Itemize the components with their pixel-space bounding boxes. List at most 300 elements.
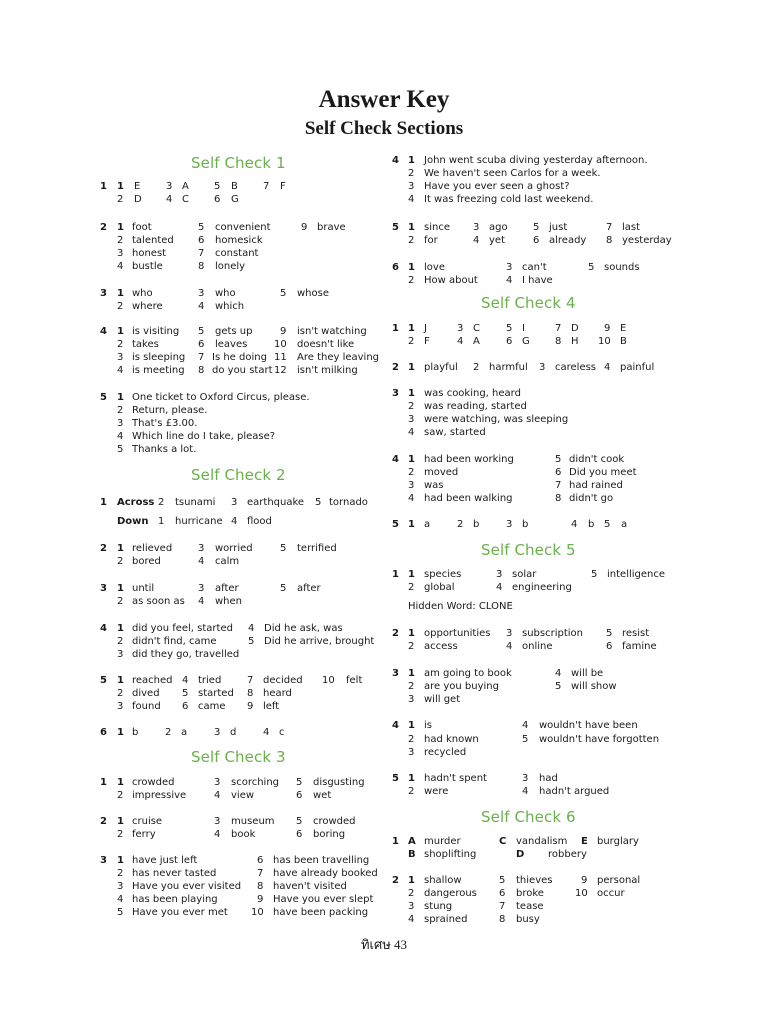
page-footer: ทิเศษ 43 (360, 937, 408, 952)
answer-text: didn't cook (569, 454, 625, 465)
answer-text: am going to book (424, 668, 512, 679)
answer-text: didn't go (569, 493, 614, 504)
answer-text: 4 (473, 235, 480, 246)
answer-text: 2 (117, 596, 124, 607)
answer-text: Have you ever slept (273, 894, 374, 905)
answer-text: 3 (522, 773, 529, 784)
answer-text: museum (231, 816, 275, 827)
answer-text: tease (516, 901, 544, 912)
answer-text: 1 (408, 875, 415, 886)
answer-text: 5 (533, 222, 540, 233)
answer-text: G (522, 336, 530, 347)
answer-text: access (424, 641, 458, 652)
answer-text: B (408, 849, 416, 860)
answer-text: 1 (408, 569, 415, 580)
answer-text: We haven't seen Carlos for a week. (424, 168, 601, 179)
answer-text: yesterday (622, 235, 672, 246)
answer-text: 2 (473, 362, 480, 373)
answer-text: sounds (604, 262, 640, 273)
answer-text: 6 (214, 194, 221, 205)
answer-text: 1 (408, 720, 415, 731)
answer-text: 1 (408, 222, 415, 233)
answer-text: after (215, 583, 239, 594)
answer-text: 2 (408, 336, 415, 347)
answer-text: 1 (392, 323, 399, 334)
answer-text: dangerous (424, 888, 477, 899)
answer-text: vandalism (516, 836, 568, 847)
answer-text: since (424, 222, 450, 233)
answer-text: Return, please. (132, 405, 208, 416)
answer-text: 2 (117, 636, 124, 647)
answer-text: I have (522, 275, 553, 286)
answer-text: J (424, 323, 427, 334)
answer-text: Across (117, 497, 155, 508)
answer-text: hurricane (175, 516, 223, 527)
answer-text: 3 (392, 388, 399, 399)
answer-text: 1 (408, 454, 415, 465)
answer-text: leaves (215, 339, 248, 350)
answer-text: 6 (555, 467, 562, 478)
answer-text: 1 (408, 323, 415, 334)
answer-text: 9 (280, 326, 287, 337)
answer-text: just (549, 222, 568, 233)
answer-text: engineering (512, 582, 572, 593)
answer-text: 4 (457, 336, 464, 347)
answer-text: is sleeping (132, 352, 186, 363)
answer-text: 2 (392, 628, 399, 639)
answer-text: 4 (408, 493, 415, 504)
answer-text: 6 (606, 641, 613, 652)
answer-text: 5 (315, 497, 322, 508)
answer-text: C (473, 323, 480, 334)
answer-text: D (571, 323, 579, 334)
answer-text: 2 (117, 556, 124, 567)
answer-text: 7 (247, 675, 254, 686)
answer-text: E (620, 323, 627, 334)
answer-text: 7 (499, 901, 506, 912)
answer-text: 4 (522, 786, 529, 797)
answer-text: talented (132, 235, 174, 246)
answer-text: 2 (408, 888, 415, 899)
answer-text: gets up (215, 326, 253, 337)
answer-text: doesn't like (297, 339, 355, 350)
answer-text: 1 (117, 816, 124, 827)
answer-text: 1 (117, 777, 124, 788)
answer-text: 2 (100, 816, 107, 827)
answer-text: a (621, 519, 628, 530)
answer-text: 9 (581, 875, 588, 886)
answer-text: 2 (117, 339, 124, 350)
answer-text: 3 (117, 649, 124, 660)
answer-text: Thanks a lot. (132, 444, 197, 455)
answer-text: 2 (117, 829, 124, 840)
answer-text: 2 (408, 734, 415, 745)
answer-text: 2 (158, 497, 165, 508)
answer-text: 7 (257, 868, 264, 879)
answer-text: 5 (248, 636, 255, 647)
answer-text: 1 (117, 222, 124, 233)
answer-text: solar (512, 569, 537, 580)
answer-text: came (198, 701, 226, 712)
answer-text: 4 (117, 894, 124, 905)
answer-text: recycled (424, 747, 467, 758)
answer-text: 4 (198, 301, 205, 312)
answer-text: b (132, 727, 139, 738)
answer-text: Is he doing (212, 352, 267, 363)
answer-text: b (473, 519, 480, 530)
answer-text: 1 (408, 155, 415, 166)
answer-text: takes (132, 339, 159, 350)
answer-text: 2 (117, 235, 124, 246)
answer-text: 4 (392, 155, 399, 166)
answer-text: 2 (408, 467, 415, 478)
answer-text: 10 (251, 907, 264, 918)
answer-text: Have you ever met (132, 907, 228, 918)
answer-text: 3 (117, 248, 124, 259)
answer-text: cruise (132, 816, 163, 827)
answer-text: 3 (214, 816, 221, 827)
answer-text: last (622, 222, 641, 233)
answer-text: 3 (198, 288, 205, 299)
answer-text: 3 (117, 881, 124, 892)
answer-text: b (588, 519, 595, 530)
answer-text: opportunities (424, 628, 491, 639)
answer-text: Did he ask, was (264, 623, 343, 634)
answer-text: when (215, 596, 243, 607)
answer-text: foot (132, 222, 152, 233)
answer-text: 1 (408, 519, 415, 530)
answer-text: 2 (408, 401, 415, 412)
answer-text: 4 (166, 194, 173, 205)
answer-text: 4 (496, 582, 503, 593)
answer-text: painful (620, 362, 655, 373)
answer-text: scorching (231, 777, 280, 788)
answer-text: 4 (231, 516, 238, 527)
answer-text: D (134, 194, 142, 205)
answer-text: saw, started (424, 427, 486, 438)
answer-text: 8 (257, 881, 264, 892)
answer-text: 3 (457, 323, 464, 334)
heading-self-check-4: Self Check 4 (481, 294, 576, 312)
answer-text: bustle (132, 261, 163, 272)
answer-text: already (549, 235, 587, 246)
answer-text: 1 (117, 288, 124, 299)
answer-text: 7 (198, 248, 205, 259)
answer-text: global (424, 582, 455, 593)
answer-text: 3 (473, 222, 480, 233)
answer-text: 5 (392, 773, 399, 784)
answer-text: moved (424, 467, 459, 478)
answer-text: 10 (322, 675, 335, 686)
answer-text: had been walking (424, 493, 513, 504)
answer-text: wet (313, 790, 332, 801)
answer-text: 4 (392, 720, 399, 731)
answer-text: F (424, 336, 430, 347)
answer-text: has never tasted (132, 868, 217, 879)
heading-self-check-6: Self Check 6 (481, 808, 576, 826)
answer-text: 5 (198, 222, 205, 233)
answer-text: 5 (555, 681, 562, 692)
answer-text: c (279, 727, 285, 738)
answer-text: 3 (408, 414, 415, 425)
answer-text: 5 (280, 288, 287, 299)
answer-text: were watching, was sleeping (424, 414, 569, 425)
answer-text: tornado (329, 497, 368, 508)
answer-text: have already booked (273, 868, 378, 879)
answer-text: 2 (117, 790, 124, 801)
answer-text: online (522, 641, 553, 652)
answer-text: until (132, 583, 155, 594)
answer-text: 7 (555, 480, 562, 491)
answer-text: 6 (499, 888, 506, 899)
answer-text: broke (516, 888, 544, 899)
answer-text: do you start (212, 365, 273, 376)
answer-text: 5 (214, 181, 221, 192)
answer-text: 3 (392, 668, 399, 679)
answer-text: lonely (215, 261, 246, 272)
answer-text: 1 (117, 623, 124, 634)
answer-text: 4 (392, 454, 399, 465)
answer-text: Have you ever visited (132, 881, 242, 892)
answer-text: 5 (506, 323, 513, 334)
answer-text: 5 (606, 628, 613, 639)
answer-text: playful (424, 362, 458, 373)
answer-text: careless (555, 362, 597, 373)
answer-text: 4 (555, 668, 562, 679)
answer-text: famine (622, 641, 657, 652)
answer-text: view (231, 790, 255, 801)
answer-text: F (280, 181, 286, 192)
answer-text: 3 (506, 519, 513, 530)
answer-text: 4 (604, 362, 611, 373)
answer-text: book (231, 829, 256, 840)
answer-text: ago (489, 222, 508, 233)
answer-text: B (620, 336, 627, 347)
answer-text: 1 (117, 727, 124, 738)
answer-text: 3 (117, 701, 124, 712)
answer-text: 6 (198, 235, 205, 246)
answer-text: 3 (539, 362, 546, 373)
answer-text: personal (597, 875, 641, 886)
answer-text: 1 (117, 855, 124, 866)
heading-self-check-2: Self Check 2 (191, 466, 286, 484)
answer-text: 2 (408, 275, 415, 286)
answer-text: Are they leaving (297, 352, 380, 363)
answer-text: 4 (198, 596, 205, 607)
answer-text: 2 (392, 362, 399, 373)
answer-text: 1 (408, 362, 415, 373)
answer-text: intelligence (607, 569, 666, 580)
answer-text: shoplifting (424, 849, 477, 860)
answer-text: decided (263, 675, 303, 686)
answer-text: hadn't spent (424, 773, 487, 784)
answer-text: shallow (424, 875, 462, 886)
answer-text: convenient (215, 222, 271, 233)
answer-text: 3 (506, 262, 513, 273)
page-title: Answer Key (318, 86, 450, 113)
answer-text: 2 (392, 875, 399, 886)
answer-text: 3 (100, 855, 107, 866)
answer-text: 7 (555, 323, 562, 334)
answer-text: has been playing (132, 894, 218, 905)
answer-text: can't (522, 262, 547, 273)
answer-text: 2 (408, 641, 415, 652)
answer-text: brave (317, 222, 346, 233)
answer-text: Down (117, 516, 149, 527)
answer-text: earthquake (247, 497, 305, 508)
answer-text: sprained (424, 914, 468, 925)
answer-text: 11 (274, 352, 287, 363)
answer-text: constant (215, 248, 259, 259)
answer-text: 6 (533, 235, 540, 246)
answer-text: 6 (296, 790, 303, 801)
answer-text: 2 (117, 405, 124, 416)
answer-text: 2 (408, 786, 415, 797)
answer-text: for (424, 235, 438, 246)
answer-text: did they go, travelled (132, 649, 240, 660)
answer-text: were (424, 786, 449, 797)
heading-self-check-1: Self Check 1 (191, 154, 286, 172)
answer-text: 1 (117, 392, 124, 403)
answer-text: thieves (516, 875, 553, 886)
answer-text: subscription (522, 628, 583, 639)
answer-text: is (424, 720, 432, 731)
answer-text: 4 (408, 194, 415, 205)
answer-text: a (181, 727, 188, 738)
answer-text: crowded (132, 777, 175, 788)
answer-text: E (581, 836, 588, 847)
answer-text: 1 (158, 516, 165, 527)
answer-text: I (522, 323, 525, 334)
answer-text: was (424, 480, 444, 491)
answer-text: b (522, 519, 529, 530)
answer-text: 6 (392, 262, 399, 273)
answer-text: was reading, started (424, 401, 527, 412)
answer-text: 5 (522, 734, 529, 745)
answer-text: 8 (555, 336, 562, 347)
answer-text: 4 (182, 675, 189, 686)
answer-text: 4 (408, 914, 415, 925)
answer-text: It was freezing cold last weekend. (424, 194, 594, 205)
answer-text: 3 (408, 747, 415, 758)
answer-text: disgusting (313, 777, 365, 788)
answer-text: 5 (117, 444, 124, 455)
answer-text: had been working (424, 454, 514, 465)
answer-text: 4 (100, 623, 107, 634)
answer-text: 6 (100, 727, 107, 738)
answer-text: Did you meet (569, 467, 637, 478)
answer-text: Did he arrive, brought (264, 636, 375, 647)
answer-text: 7 (263, 181, 270, 192)
answer-text: 8 (247, 688, 254, 699)
answer-text: 8 (198, 365, 205, 376)
answer-text: who (215, 288, 236, 299)
answer-text: 3 (408, 901, 415, 912)
answer-text: 3 (408, 480, 415, 491)
answer-text: who (132, 288, 153, 299)
answer-text: 3 (214, 727, 221, 738)
answer-text: yet (489, 235, 505, 246)
answer-text: 3 (408, 694, 415, 705)
answer-text: That's £3.00. (132, 418, 198, 429)
answer-text: E (134, 181, 141, 192)
answer-text: burglary (597, 836, 639, 847)
answer-text: One ticket to Oxford Circus, please. (132, 392, 310, 403)
answer-text: 7 (198, 352, 205, 363)
answer-text: 5 (280, 583, 287, 594)
answer-text: where (132, 301, 163, 312)
answer-text: 10 (575, 888, 588, 899)
answer-text: G (231, 194, 239, 205)
answer-text: which (215, 301, 245, 312)
answer-text: are you buying (424, 681, 499, 692)
answer-text: left (263, 701, 280, 712)
answer-text: 6 (296, 829, 303, 840)
answer-text: 5 (182, 688, 189, 699)
answer-text: 5 (591, 569, 598, 580)
answer-text: H (571, 336, 579, 347)
answer-text: murder (424, 836, 461, 847)
answer-text: 3 (408, 181, 415, 192)
answer-text: C (182, 194, 189, 205)
answer-text: Which line do I take, please? (132, 431, 276, 442)
answer-text: haven't visited (273, 881, 347, 892)
answer-text: 4 (117, 365, 124, 376)
answer-text: 4 (214, 790, 221, 801)
answer-text: 3 (198, 543, 205, 554)
answer-text: impressive (132, 790, 187, 801)
answer-text: 3 (166, 181, 173, 192)
answer-text: 6 (182, 701, 189, 712)
answer-text: 3 (117, 418, 124, 429)
answer-text: resist (622, 628, 650, 639)
answer-text: 4 (263, 727, 270, 738)
answer-text: 5 (604, 519, 611, 530)
answer-text: 5 (280, 543, 287, 554)
answer-text: boring (313, 829, 346, 840)
answer-text: 1 (408, 628, 415, 639)
answer-text: flood (247, 516, 272, 527)
answer-text: 5 (499, 875, 506, 886)
answer-text: 4 (248, 623, 255, 634)
answer-text: will get (424, 694, 461, 705)
answer-text: A (473, 336, 480, 347)
answer-text: 1 (408, 668, 415, 679)
answer-text: as soon as (132, 596, 185, 607)
answer-text: D (516, 849, 525, 860)
answer-text: 5 (588, 262, 595, 273)
answer-text: A (182, 181, 189, 192)
answer-text: 2 (117, 868, 124, 879)
answer-text: 6 (198, 339, 205, 350)
answer-text: 2 (117, 688, 124, 699)
answer-text: 3 (100, 583, 107, 594)
answer-text: worried (215, 543, 253, 554)
answer-text: 10 (274, 339, 287, 350)
answer-text: 2 (408, 235, 415, 246)
answer-text: 1 (117, 326, 124, 337)
answer-text: 4 (408, 427, 415, 438)
answer-text: 4 (571, 519, 578, 530)
answer-text: bored (132, 556, 161, 567)
answer-text: 9 (604, 323, 611, 334)
answer-text: 1 (392, 569, 399, 580)
answer-text: 3 (496, 569, 503, 580)
answer-text: isn't milking (297, 365, 358, 376)
answer-text: 1 (117, 543, 124, 554)
answer-text: had known (424, 734, 479, 745)
answer-text: didn't find, came (132, 636, 217, 647)
